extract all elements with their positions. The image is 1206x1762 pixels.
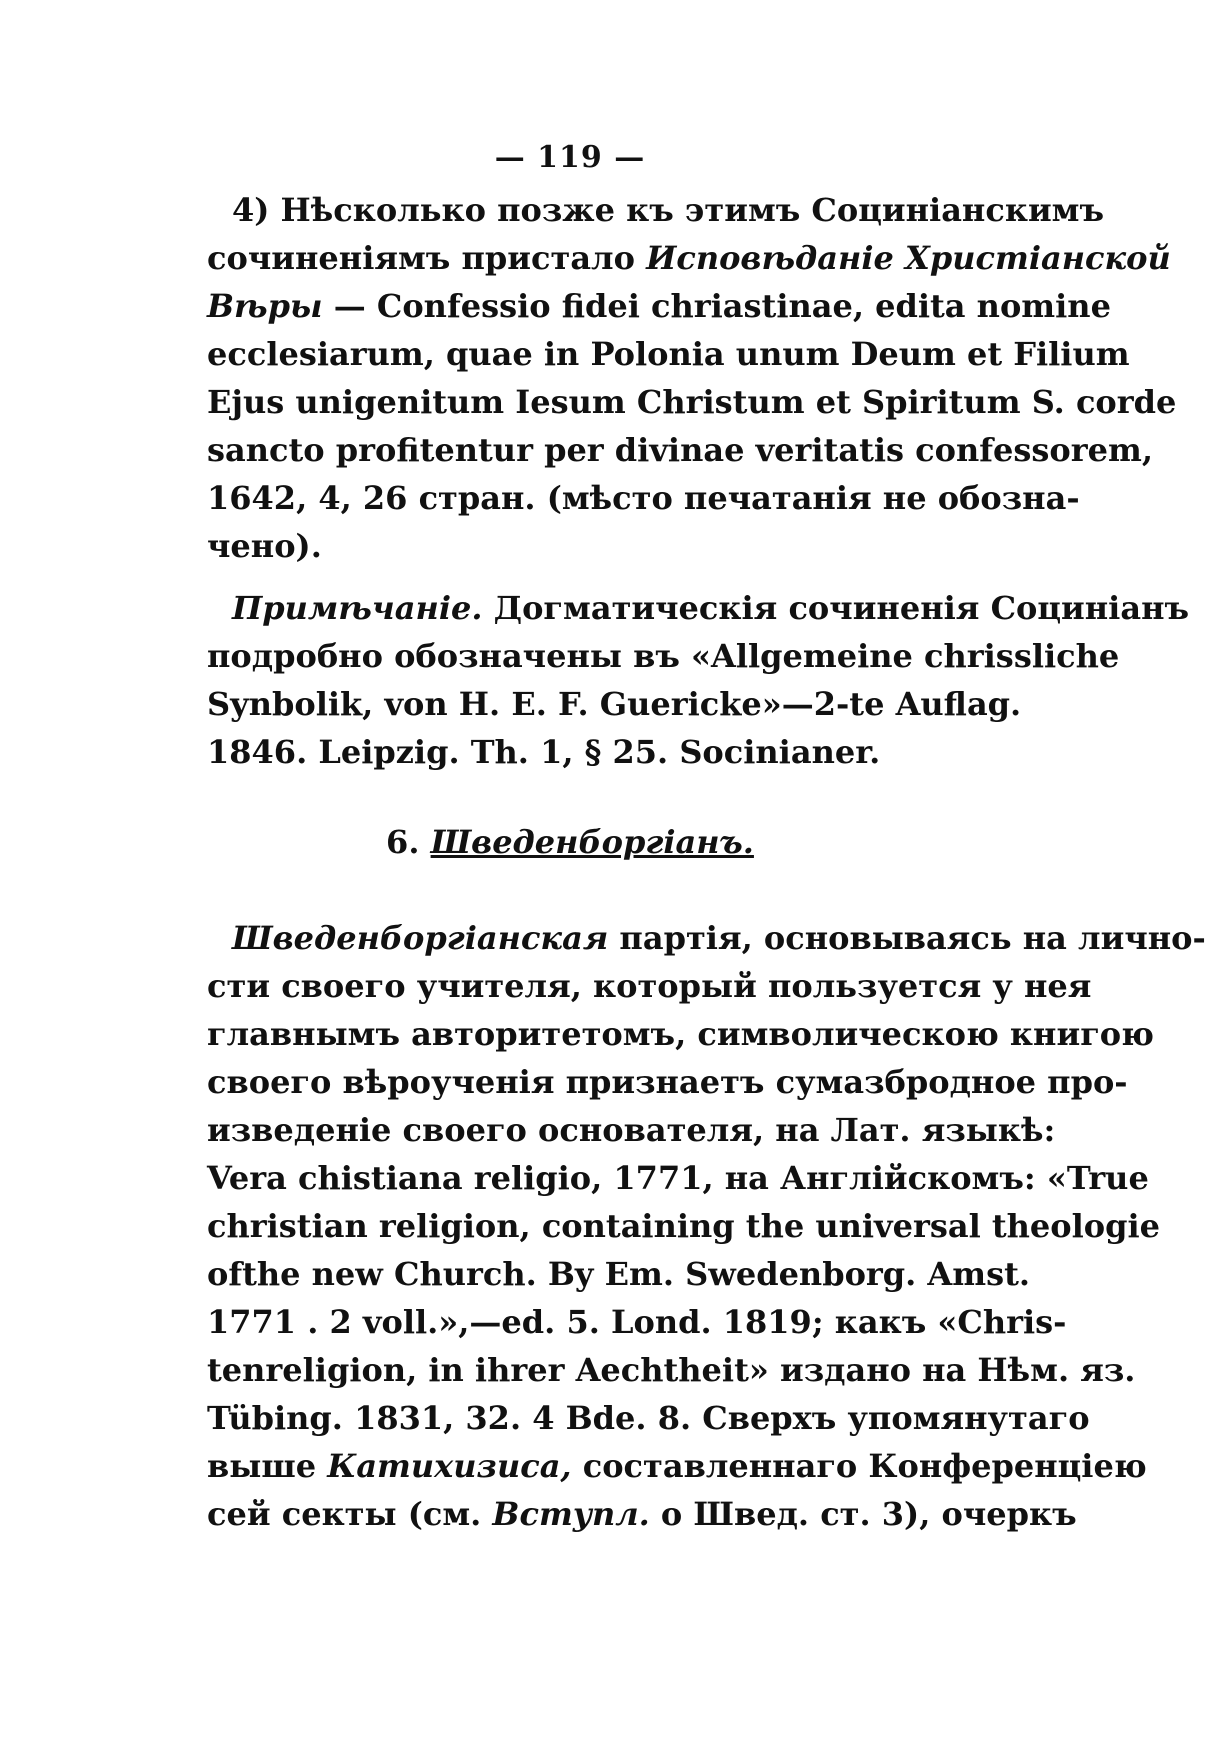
page-number: — 119 — [494, 140, 646, 175]
text-span: ofthe new Church. By Em. Swedenborg. Amst. [207, 1255, 1031, 1293]
text-span: Vera chistiana religio, 1771, на Англійскомъ: «True [207, 1159, 1149, 1197]
text-line [207, 526, 1004, 566]
text-span: Tübing. 1831, 32. 4 Bde. 8. Сверхъ упомянутаго [207, 1399, 1090, 1437]
text-line [207, 1302, 1067, 1342]
text-line [207, 1254, 1031, 1294]
text-span: tenreligion, in ihrer Aechtheit» издано на Нѣм. яз. [207, 1351, 1136, 1389]
text-line [207, 430, 1153, 470]
text-span: sancto profitentur per divinae veritatis confessorem, [207, 431, 1153, 469]
note-line [207, 684, 1022, 724]
text-span: выше [207, 1447, 328, 1485]
text-line [207, 1158, 1149, 1198]
italic-term: Катихизиса, [327, 1447, 572, 1485]
text-line [207, 478, 1080, 518]
text-line [207, 1110, 1056, 1150]
text-line [207, 1062, 1128, 1102]
italic-title: Вѣры [207, 287, 323, 325]
italic-term: Шведенборгіанская [232, 919, 609, 957]
text-span: Догматическія сочиненія Социніанъ [482, 589, 1190, 627]
text-line [207, 1014, 1154, 1054]
text-span: christian religion, containing the universal theologie [207, 1207, 1161, 1245]
text-span: о Швед. ст. 3), очеркъ [649, 1495, 1077, 1533]
text-line [232, 190, 1105, 230]
note-label: Примѣчаніе. [232, 589, 483, 627]
note-line [232, 588, 1190, 628]
italic-title: Исповѣданіе Христіанской [646, 239, 1171, 277]
text-span: 4) Нѣсколько позже къ этимъ Социніанскимъ [232, 191, 1105, 229]
text-span: изведеніе своего основателя, на Лат. языкѣ: [207, 1111, 1056, 1149]
text-line [207, 1350, 1136, 1390]
section-number: 6. [386, 823, 420, 861]
text-span: составленнаго Конференціею [571, 1447, 1147, 1485]
text-span: Synbolik, von H. E. F. Guericke»—2-te Auflag. [207, 685, 1022, 723]
text-span: своего вѣроученія признаетъ сумазбродное про- [207, 1063, 1128, 1101]
text-span: сочиненіямъ пристало [207, 239, 647, 277]
note-line [207, 636, 1120, 676]
text-line [207, 1446, 1147, 1486]
text-line [207, 1494, 1077, 1534]
text-line [207, 238, 1171, 278]
text-span: Ejus unigenitum Iesum Christum et Spiritum S. corde [207, 383, 1177, 421]
section-title: Шведенборгіанъ. [430, 823, 754, 861]
text-span: 1642, 4, 26 стран. (мѣсто печатанія не обозна- [207, 479, 1080, 517]
text-span: — Confessio fidei chriastinae, edita nomine [322, 287, 1111, 325]
italic-term: Вступл. [492, 1495, 650, 1533]
text-span: чено). [207, 527, 322, 565]
text-line [207, 1398, 1090, 1438]
text-span: подробно обозначены въ «Allgemeine chrissliche [207, 637, 1120, 675]
section-heading [0, 822, 1140, 862]
text-line [207, 334, 1130, 374]
text-line [232, 918, 1206, 958]
text-line [207, 1206, 1161, 1246]
text-span: партія, основываясь на лично- [608, 919, 1206, 957]
note-line [207, 732, 1004, 772]
text-span: 1846. Leipzig. Th. 1, § 25. Socinianer. [207, 733, 881, 771]
text-line [207, 966, 1092, 1006]
text-line [207, 382, 1177, 422]
text-span: сти своего учителя, который пользуется у нея [207, 967, 1092, 1005]
text-span: ecclesiarum, quae in Polonia unum Deum et Filium [207, 335, 1130, 373]
text-span: 1771 . 2 voll.»,—ed. 5. Lond. 1819; какъ «Chris- [207, 1303, 1067, 1341]
text-line [207, 286, 1111, 326]
text-span: сей секты (см. [207, 1495, 493, 1533]
text-span: главнымъ авторитетомъ, символическою книгою [207, 1015, 1154, 1053]
